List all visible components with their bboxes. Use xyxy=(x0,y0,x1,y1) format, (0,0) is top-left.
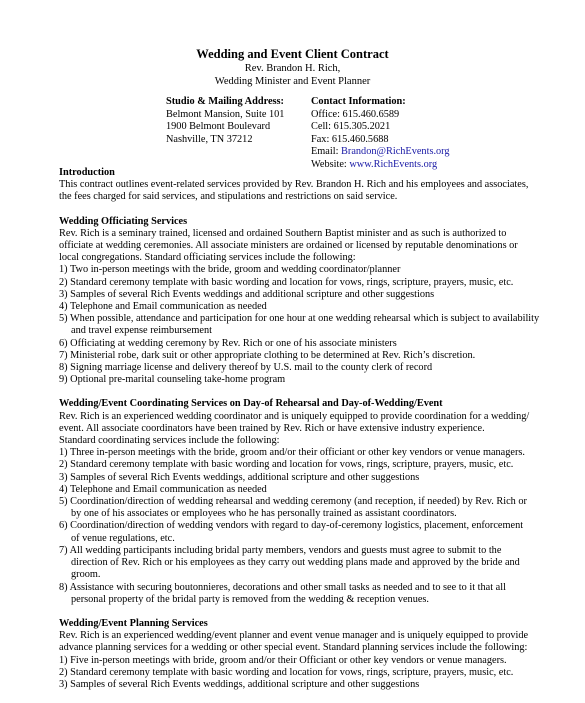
officiating-line: local congregations. Standard officiating services include the following: xyxy=(59,252,356,264)
list-item xyxy=(59,374,579,386)
list-item-continuation: groom. xyxy=(71,569,101,581)
intro-line: This contract outlines event-related services provided by Rev. Brandon H. Rich and his employees and associates, xyxy=(59,179,529,191)
list-item xyxy=(59,301,579,313)
minister-role: Wedding Minister and Event Planner xyxy=(214,76,371,87)
officiating-line: officiate at wedding ceremonies. All associate ministers are ordained or licensed by reputable denominations or xyxy=(59,240,518,252)
list-item-text: 7) Ministerial robe, dark suit or other appropriate clothing to be determined at Rev. Rich’s discretion. xyxy=(59,349,476,361)
list-item-text: 7) All wedding participants including bridal party members, vendors and guests must agree to submit to the xyxy=(59,544,502,556)
list-item-text: 1) Five in-person meetings with bride, groom and/or their Officiant or other key vendors or venue managers. xyxy=(59,654,507,666)
studio-address-heading: Studio & Mailing Address: xyxy=(166,96,284,107)
list-item-continuation: direction of Rev. Rich or his employees as they carry out wedding plans made and approved by the bride and xyxy=(71,557,520,569)
list-item xyxy=(59,338,579,350)
email-row xyxy=(311,146,450,159)
list-item xyxy=(59,313,579,337)
list-item-text: 1) Three in-person meetings with the bride, groom and/or their officiant or other key vendors or venue managers. xyxy=(59,447,525,459)
coordinating-section xyxy=(59,398,579,605)
coordinating-line: event. All associate coordinators have been trained by Rev. Rich or have extensive industry experience. xyxy=(59,422,485,434)
website-label: Website: xyxy=(311,158,350,170)
list-item xyxy=(59,545,579,582)
list-item-text: 4) Telephone and Email communication as needed xyxy=(59,483,267,495)
list-item-text: 6) Coordination/direction of wedding vendors with regard to day-of-ceremony logistics, placement, enforcement xyxy=(59,520,524,532)
list-item xyxy=(59,350,579,362)
contact-information-block xyxy=(311,96,450,171)
officiating-line: Rev. Rich is a seminary trained, licensed and ordained Southern Baptist minister and as such is authorized to xyxy=(59,227,507,239)
coordinating-title: Wedding/Event Coordinating Services on Day-of Rehearsal and Day-of-Wedding/Event xyxy=(59,398,443,410)
studio-address-block xyxy=(166,96,284,146)
list-item-continuation: by one of his associates or employees who he has personally trained as assistant coordinators. xyxy=(71,508,457,520)
list-item-text: 2) Standard ceremony template with basic wording and location for vows, rings, scripture, prayers, music, etc. xyxy=(59,276,514,288)
list-item-text: 5) Coordination/direction of wedding rehearsal and wedding ceremony (and reception, if needed) by Rev. Rich or xyxy=(59,496,527,508)
address-line: Nashville, TN 37212 xyxy=(166,133,253,145)
officiating-section xyxy=(59,216,579,387)
list-item xyxy=(59,447,579,459)
list-item-text: 9) Optional pre-marital counseling take-home program xyxy=(59,374,286,386)
list-item xyxy=(59,459,579,471)
list-item xyxy=(59,520,579,544)
contract-body xyxy=(59,167,579,703)
document-header xyxy=(0,47,585,88)
list-item-text: 4) Telephone and Email communication as needed xyxy=(59,301,267,313)
list-item xyxy=(59,362,579,374)
list-item-text: 8) Signing marriage license and delivery thereof by U.S. mail to the county clerk of record xyxy=(59,362,433,374)
officiating-title: Wedding Officiating Services xyxy=(59,215,188,227)
list-item xyxy=(59,679,579,691)
list-item xyxy=(59,667,579,679)
list-item-text: 6) Officiating at wedding ceremony by Rev. Rich or one of his associate ministers xyxy=(59,337,397,349)
planning-section xyxy=(59,618,579,691)
list-item-continuation: personal property of the bridal party is removed from the wedding & reception venues. xyxy=(71,593,429,605)
fax-number: Fax: 615.460.5688 xyxy=(311,133,389,145)
list-item xyxy=(59,496,579,520)
list-item xyxy=(59,264,579,276)
list-item-text: 3) Samples of several Rich Events weddings and additional scripture and other suggestions xyxy=(59,288,435,300)
planning-line: Rev. Rich is an experienced wedding/event planner and event venue manager and is uniquely equipped to provide xyxy=(59,630,529,642)
list-item xyxy=(59,289,579,301)
list-item-text: 1) Two in-person meetings with the bride, groom and wedding coordinator/planner xyxy=(59,264,401,276)
address-line: Belmont Mansion, Suite 101 xyxy=(166,108,285,120)
list-item xyxy=(59,655,579,667)
list-item-text: 3) Samples of several Rich Events weddings, additional scripture and other suggestions xyxy=(59,678,420,690)
coordinating-line: Standard coordinating services include the following: xyxy=(59,435,280,447)
introduction-section xyxy=(59,167,579,204)
website-link[interactable]: www.RichEvents.org xyxy=(349,158,438,170)
list-item xyxy=(59,582,579,606)
planning-line: advance planning services for a wedding or other special event. Standard planning services include the following: xyxy=(59,642,528,654)
list-item-continuation: of venue regulations, etc. xyxy=(71,532,175,544)
coordinating-line: Rev. Rich is an experienced wedding coordinator and is uniquely equipped to provide coordination for a wedding/ xyxy=(59,410,530,422)
email-label: Email: xyxy=(311,146,342,157)
intro-line: the fees charged for said services, and stipulations and restrictions on said service. xyxy=(59,191,398,203)
list-item-text: 5) When possible, attendance and participation for one hour at one wedding rehearsal which is subject to availability xyxy=(59,313,540,325)
introduction-title: Introduction xyxy=(59,167,115,178)
address-line: 1900 Belmont Boulevard xyxy=(166,121,271,132)
list-item xyxy=(59,277,579,289)
list-item-text: 8) Assistance with securing boutonnieres, decorations and other small tasks as needed and to see to it that all xyxy=(59,581,506,593)
office-phone: Office: 615.460.6589 xyxy=(311,108,400,120)
list-item-continuation: and travel expense reimbursement xyxy=(71,325,212,337)
list-item-text: 2) Standard ceremony template with basic wording and location for vows, rings, scripture, prayers, music, etc. xyxy=(59,459,514,471)
email-link[interactable]: Brandon@RichEvents.org xyxy=(341,146,450,157)
list-item-text: 3) Samples of several Rich Events weddings, additional scripture and other suggestions xyxy=(59,471,420,483)
list-item xyxy=(59,484,579,496)
planning-title: Wedding/Event Planning Services xyxy=(59,617,208,629)
cell-phone: Cell: 615.305.2021 xyxy=(311,121,391,132)
document-title: Wedding and Event Client Contract xyxy=(196,47,389,61)
list-item xyxy=(59,472,579,484)
list-item-text: 2) Standard ceremony template with basic wording and location for vows, rings, scripture, prayers, music, etc. xyxy=(59,666,514,678)
minister-name: Rev. Brandon H. Rich, xyxy=(244,63,341,74)
contact-heading: Contact Information: xyxy=(311,96,406,107)
